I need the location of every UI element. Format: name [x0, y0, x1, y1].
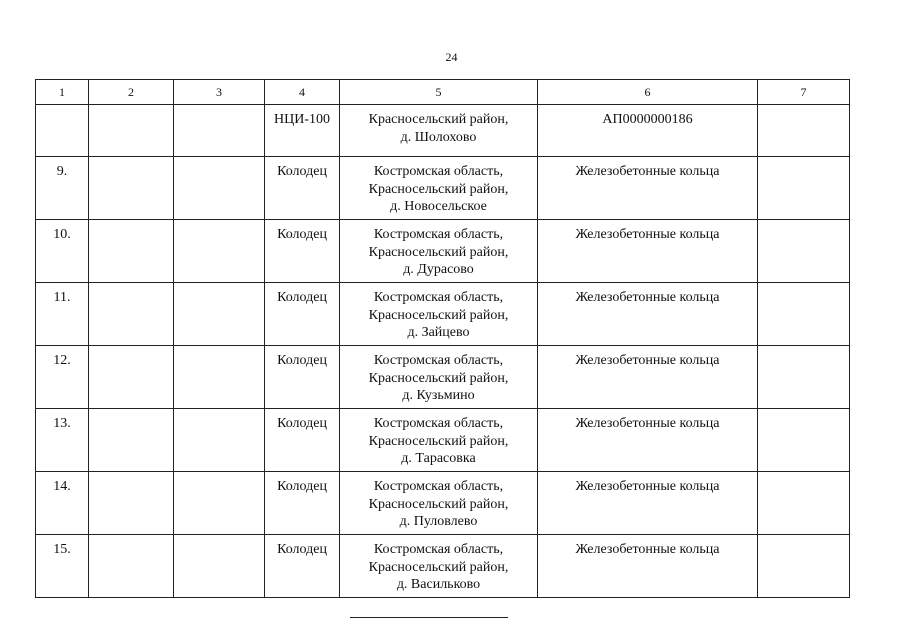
column-header-7: 7 [758, 80, 850, 105]
cell-description: Железобетонные кольца [538, 409, 758, 472]
cell-location: Костромская область, Красносельский район, д. Кузьмино [340, 346, 538, 409]
table-row [36, 157, 850, 220]
cell-description: Железобетонные кольца [538, 283, 758, 346]
cell-location: Костромская область, Красносельский район, д. Новосельское [340, 157, 538, 220]
cell-object-type: Колодец [265, 346, 340, 409]
cell-col-2 [89, 105, 174, 157]
footer-rule [350, 617, 508, 618]
cell-description: АП0000000186 [538, 105, 758, 157]
cell-number: 14. [36, 472, 89, 535]
cell-col-7 [758, 283, 850, 346]
table-header-row [36, 80, 850, 105]
column-header-3: 3 [174, 80, 265, 105]
cell-col-7 [758, 157, 850, 220]
cell-col-7 [758, 105, 850, 157]
cell-description: Железобетонные кольца [538, 535, 758, 598]
cell-col-3 [174, 409, 265, 472]
table-row [36, 283, 850, 346]
column-header-5: 5 [340, 80, 538, 105]
column-header-6: 6 [538, 80, 758, 105]
cell-col-7 [758, 409, 850, 472]
cell-description: Железобетонные кольца [538, 220, 758, 283]
cell-col-2 [89, 283, 174, 346]
table-row [36, 409, 850, 472]
cell-location: Красносельский район, д. Шолохово [340, 105, 538, 157]
cell-col-3 [174, 535, 265, 598]
column-header-1: 1 [36, 80, 89, 105]
cell-col-3 [174, 220, 265, 283]
table-row [36, 220, 850, 283]
cell-col-7 [758, 220, 850, 283]
page-number: 24 [445, 50, 458, 64]
cell-location: Костромская область, Красносельский район, д. Васильково [340, 535, 538, 598]
cell-number: 12. [36, 346, 89, 409]
cell-object-type: Колодец [265, 157, 340, 220]
cell-col-7 [758, 346, 850, 409]
cell-location: Костромская область, Красносельский район, д. Зайцево [340, 283, 538, 346]
table-row [36, 105, 850, 157]
cell-object-type: Колодец [265, 283, 340, 346]
table-row [36, 346, 850, 409]
cell-number: 10. [36, 220, 89, 283]
cell-number: 15. [36, 535, 89, 598]
cell-number: 9. [36, 157, 89, 220]
cell-location: Костромская область, Красносельский район, д. Дурасово [340, 220, 538, 283]
cell-col-7 [758, 472, 850, 535]
cell-col-2 [89, 409, 174, 472]
cell-col-3 [174, 157, 265, 220]
cell-col-2 [89, 220, 174, 283]
cell-object-type: Колодец [265, 472, 340, 535]
property-table [35, 79, 850, 598]
cell-object-type: НЦИ-100 [265, 105, 340, 157]
cell-description: Железобетонные кольца [538, 346, 758, 409]
cell-number [36, 105, 89, 157]
cell-description: Железобетонные кольца [538, 472, 758, 535]
cell-object-type: Колодец [265, 220, 340, 283]
cell-col-2 [89, 472, 174, 535]
cell-col-7 [758, 535, 850, 598]
cell-number: 13. [36, 409, 89, 472]
column-header-4: 4 [265, 80, 340, 105]
table-row [36, 472, 850, 535]
cell-col-3 [174, 105, 265, 157]
cell-col-3 [174, 346, 265, 409]
cell-location: Костромская область, Красносельский район, д. Тарасовка [340, 409, 538, 472]
cell-col-2 [89, 157, 174, 220]
cell-number: 11. [36, 283, 89, 346]
cell-description: Железобетонные кольца [538, 157, 758, 220]
cell-object-type: Колодец [265, 409, 340, 472]
cell-col-3 [174, 472, 265, 535]
table-row [36, 535, 850, 598]
cell-object-type: Колодец [265, 535, 340, 598]
column-header-2: 2 [89, 80, 174, 105]
cell-location: Костромская область, Красносельский район, д. Пуловлево [340, 472, 538, 535]
cell-col-2 [89, 346, 174, 409]
cell-col-3 [174, 283, 265, 346]
cell-col-2 [89, 535, 174, 598]
